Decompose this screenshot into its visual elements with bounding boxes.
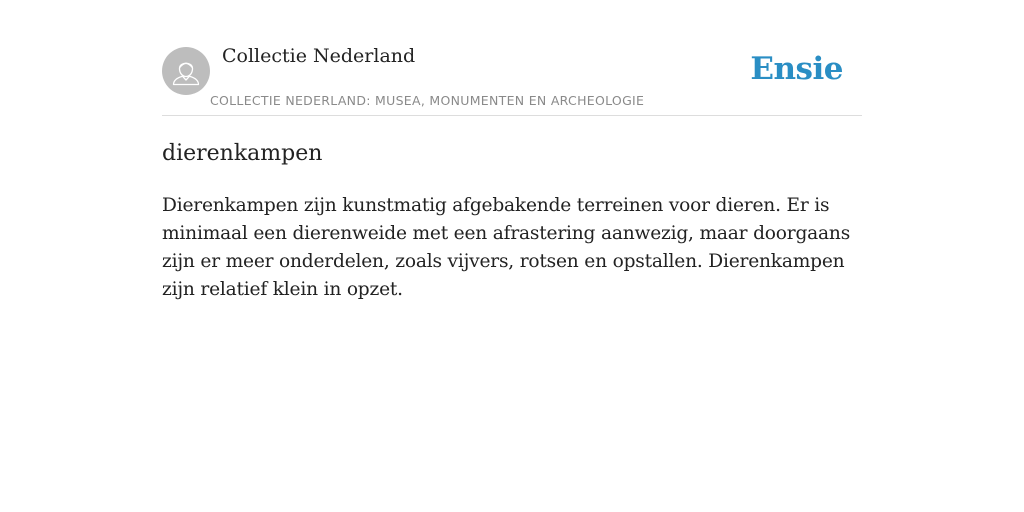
author-name-link[interactable]: Collectie Nederland — [222, 45, 416, 67]
content-container — [162, 0, 862, 300]
author-avatar[interactable] — [162, 47, 210, 95]
author-subtitle: COLLECTIE NEDERLAND: MUSEA, MONUMENTEN EN ARCHEOLOGIE — [210, 93, 645, 108]
user-silhouette-icon — [162, 47, 210, 95]
entry-header — [162, 0, 862, 116]
entry-body: Dierenkampen zijn kunstmatig afgebakende terreinen voor dieren. Er is minimaal een dierenweide met een afrastering aanwezig, maar doorgaans zijn er meer onderdelen, zoals vijvers, rotsen en opstallen. Dierenkampen zijn relatief klein in opzet. — [162, 195, 851, 300]
ensie-logo[interactable]: Ensie — [750, 51, 843, 87]
entry-title: dierenkampen — [162, 141, 323, 166]
